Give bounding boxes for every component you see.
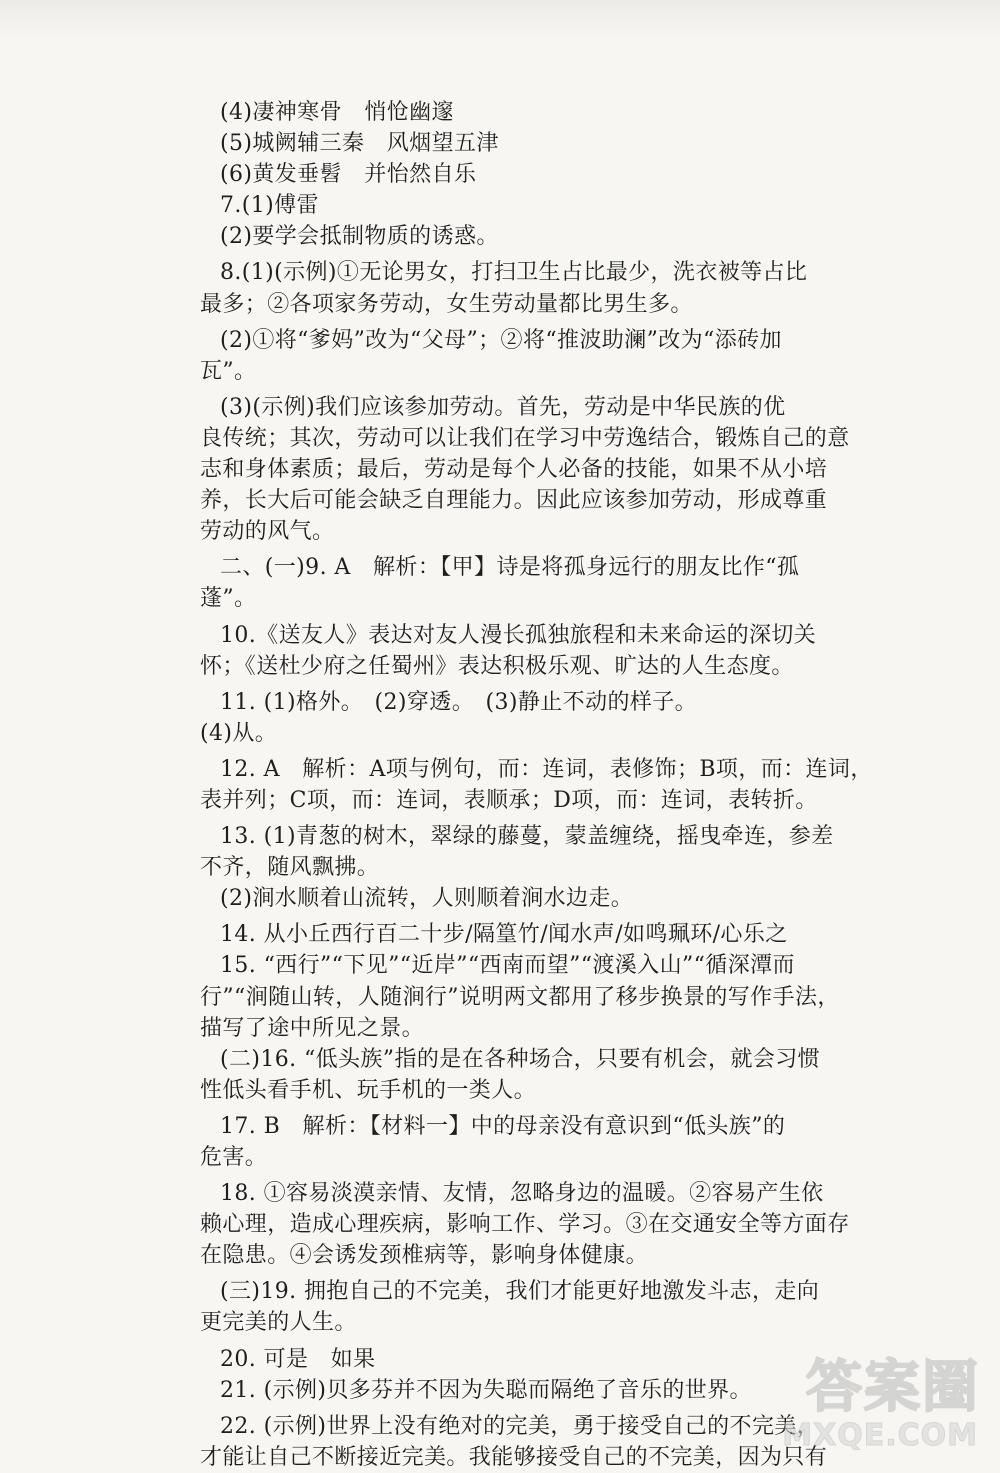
text-line: 7.(1)傅雷: [220, 193, 319, 219]
text-line: 行”“涧随山转，人随涧行”说明两文都用了移步换景的写作手法，: [200, 984, 840, 1010]
text-line: 10.《送友人》表达对友人漫长孤独旅程和未来命运的深切关: [220, 622, 817, 648]
watermark-url: MXQE.COM: [782, 1418, 978, 1453]
text-line: 13. (1)青葱的树木，翠绿的藤蔓，蒙盖缠绕，摇曳牵连，参差: [220, 824, 834, 850]
scan-edge: [0, 0, 1000, 38]
text-line: 危害。: [200, 1145, 268, 1170]
text-line: 22. (示例)世界上没有绝对的完美，勇于接受自己的不完美，: [220, 1413, 820, 1439]
text-line: 最多；②各项家务劳动，女生劳动量都比男生多。: [200, 291, 693, 317]
text-line: 在隐患。④会诱发颈椎病等，影响身体健康。: [200, 1243, 649, 1269]
text-line: (5)城阙辅三秦 风烟望五津: [220, 131, 499, 157]
text-line: 性低头看手机、玩手机的一类人。: [200, 1077, 537, 1103]
text-line: (2)要学会抵制物质的诱惑。: [220, 224, 499, 250]
text-line: 表并列；C项，而：连词，表顺承；D项，而：连词，表转折。: [200, 787, 818, 813]
text-line: (二)16. “低头族”指的是在各种场合，只要有机会，就会习惯: [220, 1046, 821, 1072]
text-line: (4)从。: [200, 720, 278, 746]
text-line: (6)黄发垂髫 并怡然自乐: [220, 162, 477, 188]
text-line: 12. A 解析：A项与例句，而：连词，表修饰；B项，而：连词，: [220, 756, 873, 782]
text-line: (2)①将“爹妈”改为“父母”；②将“推波助澜”改为“添砖加: [220, 327, 782, 353]
text-line: 良传统；其次，劳动可以让我们在学习中劳逸结合，锻炼自己的意: [200, 425, 850, 451]
text-line: (三)19. 拥抱自己的不完美，我们才能更好地激发斗志，走向: [220, 1279, 820, 1305]
watermark-title: 答案圈: [806, 1355, 980, 1420]
watermark-logo: [752, 1343, 992, 1453]
text-line: 劳动的风气。: [200, 519, 335, 545]
text-line: (2)涧水顺着山流转，人则顺着涧水边走。: [220, 886, 634, 912]
text-line: 志和身体素质；最后，劳动是每个人必备的技能，如果不从小培: [200, 457, 828, 483]
text-line: 更完美的人生。: [200, 1310, 357, 1336]
text-line: 蓬”。: [200, 586, 257, 612]
text-line: 二、(一)9. A 解析：【甲】诗是将孤身远行的朋友比作“孤: [220, 555, 800, 581]
text-line: 8.(1)(示例)①无论男女，打扫卫生占比最少，洗衣被等占比: [220, 260, 808, 286]
text-line: 18. ①容易淡漠亲情、友情，忽略身边的温暖。②容易产生依: [220, 1181, 824, 1207]
text-line: 描写了途中所见之景。: [200, 1015, 425, 1041]
text-line: 才能让自己不断接近完美。我能够接受自己的不完美，因为只有: [200, 1444, 828, 1470]
text-line: 17. B 解析：【材料一】中的母亲没有意识到“低头族”的: [220, 1113, 786, 1139]
text-line: 怀；《送杜少府之任蜀州》表达积极乐观、旷达的人生态度。: [200, 653, 794, 679]
text-line: (4)凄神寒骨 悄怆幽邃: [220, 100, 454, 125]
text-line: (3)(示例)我们应该参加劳动。首先，劳动是中华民族的优: [220, 394, 786, 420]
text-line: 14. 从小丘西行百二十步/隔篁竹/闻水声/如鸣珮环/心乐之: [220, 922, 788, 948]
text-line: 21. (示例)贝多芬并不因为失聪而隔绝了音乐的世界。: [220, 1377, 752, 1403]
text-line: 11. (1)格外。 (2)穿透。 (3)静止不动的样子。: [220, 689, 698, 715]
text-line: 赖心理，造成心理疾病，影响工作、学习。③在交通安全等方面存: [200, 1212, 850, 1238]
text-line: 不齐，随风飘拂。: [200, 855, 380, 881]
answer-text: [200, 97, 873, 1473]
text-line: 养，长大后可能会缺乏自理能力。因此应该参加劳动，形成尊重: [200, 488, 828, 514]
text-line: 20. 可是 如果: [220, 1346, 376, 1372]
text-line: 15. “西行”“下见”“近岸”“西南而望”“渡溪入山”“循深潭而: [220, 953, 795, 979]
text-line: 瓦”。: [200, 358, 257, 384]
